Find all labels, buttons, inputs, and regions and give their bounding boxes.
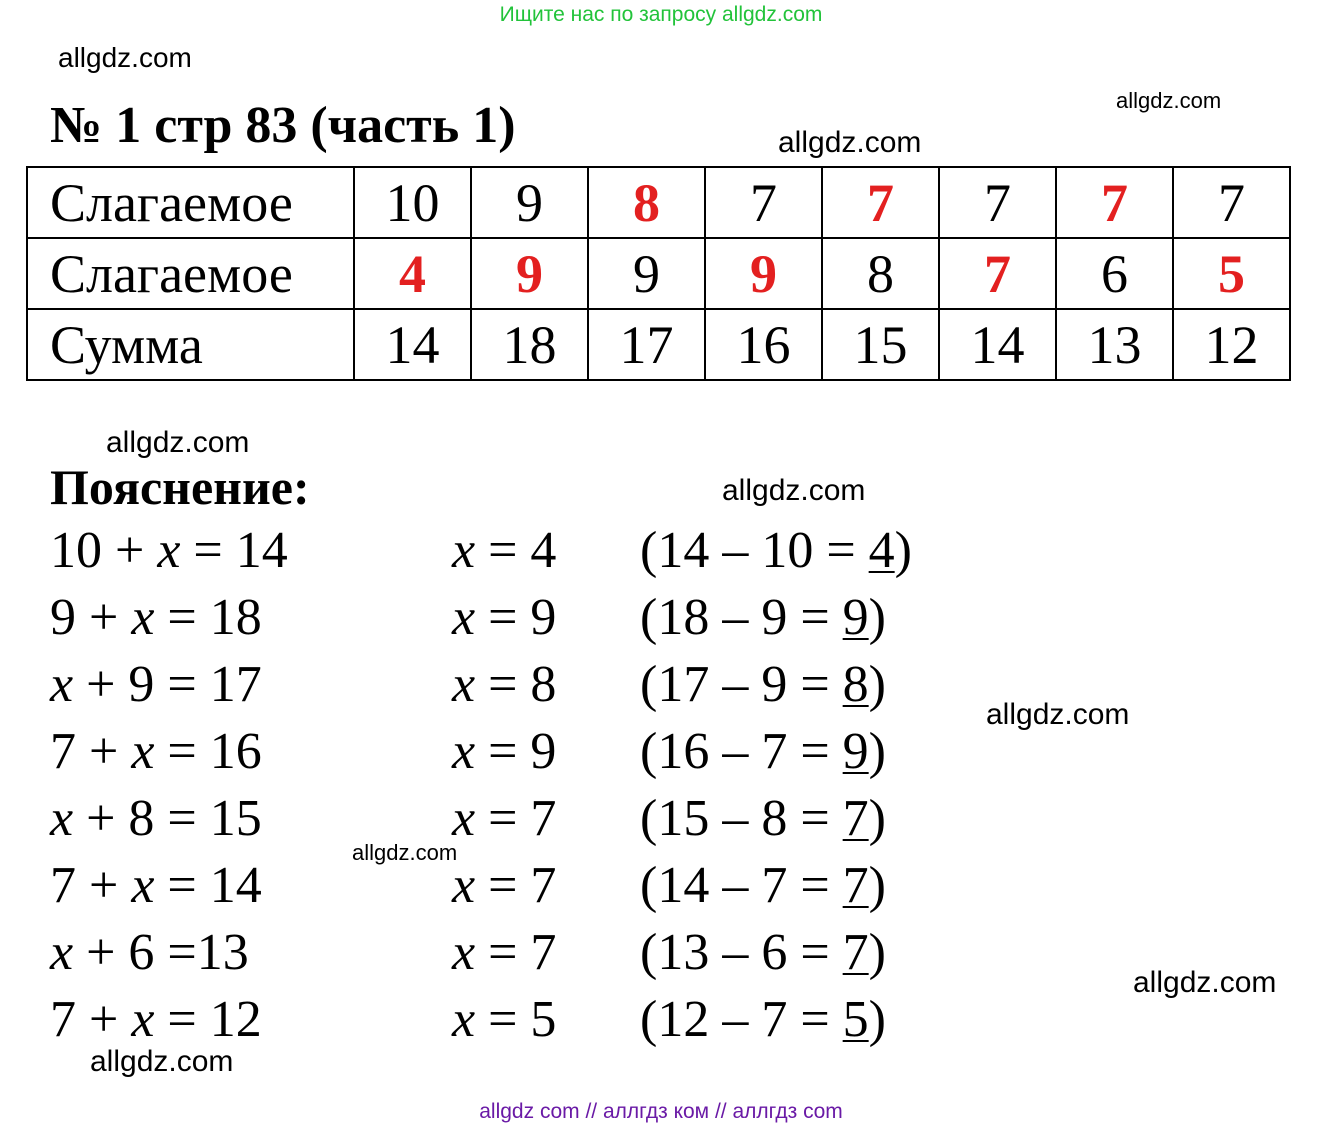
table-cell: 8 — [588, 167, 705, 238]
equation: x + 9 = 17 — [50, 656, 262, 713]
table-cell: 14 — [939, 309, 1056, 380]
solution: x = 4 — [452, 522, 557, 579]
check-calculation: (13 – 6 = 7) — [640, 924, 886, 981]
table-cell: 9 — [471, 167, 588, 238]
row-label: Слагаемое — [27, 238, 354, 309]
table-row — [27, 309, 1290, 380]
watermark: allgdz.com — [1116, 88, 1222, 113]
check-calculation: (12 – 7 = 5) — [640, 991, 886, 1048]
table-cell: 18 — [471, 309, 588, 380]
check-calculation: (14 – 10 = 4) — [640, 522, 912, 579]
answer: 9 — [842, 723, 869, 780]
table-cell: 6 — [1056, 238, 1173, 309]
table-cell: 7 — [939, 238, 1056, 309]
table-cell: 13 — [1056, 309, 1173, 380]
solution: x = 7 — [452, 857, 557, 914]
check-calculation: (18 – 9 = 9) — [640, 589, 886, 646]
table-cell: 16 — [705, 309, 822, 380]
watermark: allgdz.com — [986, 698, 1130, 731]
answer: 8 — [842, 656, 869, 713]
footer-links[interactable]: allgdz com // аллгдз ком // аллгдз com — [479, 1100, 843, 1123]
table-row — [27, 167, 1290, 238]
equation: 10 + x = 14 — [50, 522, 288, 579]
watermark: allgdz.com — [1133, 966, 1277, 999]
table-cell: 7 — [705, 167, 822, 238]
answer: 5 — [842, 991, 869, 1048]
equation: x + 8 = 15 — [50, 790, 262, 847]
table-cell: 7 — [1056, 167, 1173, 238]
solution: x = 9 — [452, 723, 557, 780]
solution: x = 9 — [452, 589, 557, 646]
table-cell: 17 — [588, 309, 705, 380]
watermark: allgdz.com — [778, 126, 922, 159]
check-calculation: (14 – 7 = 7) — [640, 857, 886, 914]
answer: 7 — [842, 790, 869, 847]
table-cell: 10 — [354, 167, 471, 238]
watermark: allgdz.com — [90, 1045, 234, 1078]
table-cell: 12 — [1173, 309, 1290, 380]
watermark: allgdz.com — [106, 426, 250, 459]
equation: x + 6 =13 — [50, 924, 249, 981]
table-cell: 9 — [705, 238, 822, 309]
table-cell: 9 — [471, 238, 588, 309]
table-cell: 15 — [822, 309, 939, 380]
equation: 9 + x = 18 — [50, 589, 262, 646]
answer: 7 — [842, 924, 869, 981]
table-cell: 7 — [1173, 167, 1290, 238]
answer: 4 — [868, 522, 895, 579]
solution: x = 7 — [452, 924, 557, 981]
watermark: allgdz.com — [722, 474, 866, 507]
explanation-heading: Пояснение: — [50, 459, 310, 515]
table-cell: 8 — [822, 238, 939, 309]
check-calculation: (16 – 7 = 9) — [640, 723, 886, 780]
answer: 9 — [842, 589, 869, 646]
check-calculation: (15 – 8 = 7) — [640, 790, 886, 847]
watermark: allgdz.com — [352, 840, 458, 865]
table-row — [27, 238, 1290, 309]
equation: 7 + x = 12 — [50, 991, 262, 1048]
row-label: Слагаемое — [27, 167, 354, 238]
equation: 7 + x = 14 — [50, 857, 262, 914]
watermark: allgdz.com — [58, 42, 192, 73]
top-banner[interactable]: Ищите нас по запросу allgdz.com — [499, 3, 823, 26]
equation: 7 + x = 16 — [50, 723, 262, 780]
page-title: № 1 стр 83 (часть 1) — [50, 97, 516, 154]
answer: 7 — [842, 857, 869, 914]
table-cell: 5 — [1173, 238, 1290, 309]
solution: x = 7 — [452, 790, 557, 847]
addition-table — [26, 166, 1291, 381]
row-label: Сумма — [27, 309, 354, 380]
solution: x = 8 — [452, 656, 557, 713]
check-calculation: (17 – 9 = 8) — [640, 656, 886, 713]
table-cell: 14 — [354, 309, 471, 380]
table-cell: 7 — [939, 167, 1056, 238]
table-cell: 4 — [354, 238, 471, 309]
solution: x = 5 — [452, 991, 557, 1048]
table-cell: 7 — [822, 167, 939, 238]
table-cell: 9 — [588, 238, 705, 309]
